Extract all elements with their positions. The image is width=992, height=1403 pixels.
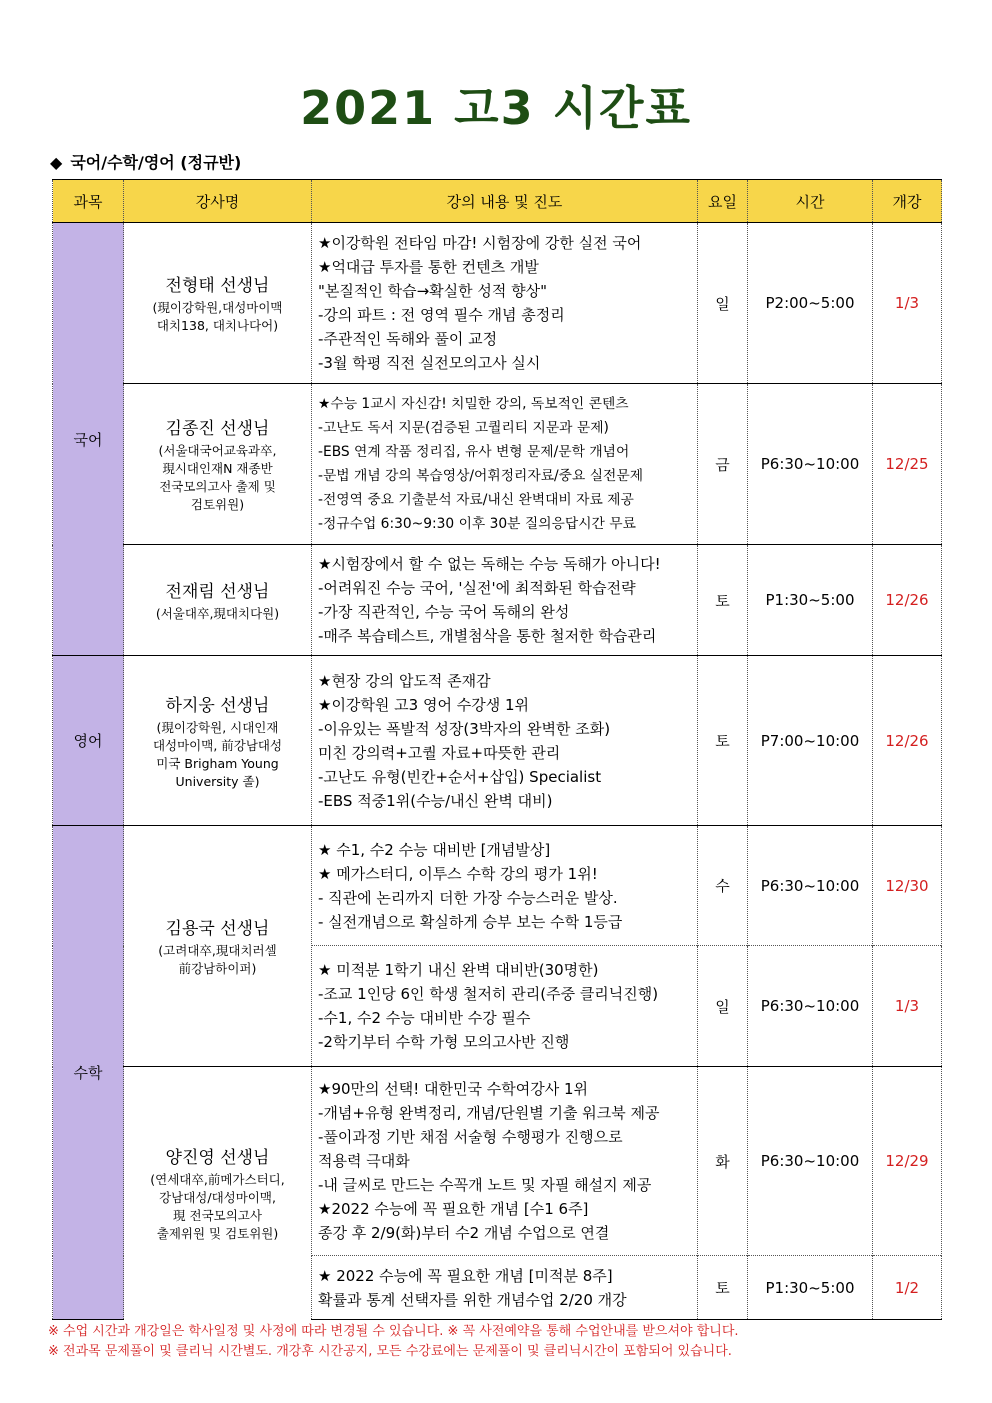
content-line: -강의 파트 : 전 영역 필수 개념 총정리: [318, 306, 565, 324]
content-line: -수1, 수2 수능 대비반 수강 필수: [318, 1009, 531, 1027]
section-label: 국어/수학/영어 (정규반): [70, 153, 242, 172]
desc-line: University 졸): [175, 773, 260, 789]
content-line: -조교 1인당 6인 학생 철저히 관리(주중 클리닉진행): [318, 985, 659, 1003]
header-teacher: 강사명: [124, 180, 312, 223]
teacher-name: 전재림 선생님: [165, 582, 270, 602]
content-line: -문법 개념 강의 복습영상/어휘정리자료/중요 실전문제: [318, 468, 644, 484]
timetable: [52, 179, 942, 1320]
content-line: ★억대급 투자를 통한 컨텐츠 개발: [318, 258, 539, 276]
footnote: ※ 수업 시간과 개강일은 학사일정 및 사정에 따라 변경될 수 있습니다. ※ 꼭 사전예약을 통해 수업안내를 받으셔야 합니다.: [48, 1324, 739, 1339]
content-cell: [312, 1067, 698, 1256]
subject-english: 영어: [53, 656, 124, 826]
teacher-name: 양진영 선생님: [165, 1148, 270, 1169]
desc-line: (現이강학원,대성마이맥: [152, 300, 283, 315]
page-title: 2021 고3 시간표: [300, 81, 692, 135]
teacher-cell: [124, 223, 312, 384]
header-subject: 과목: [53, 180, 124, 223]
open-date-cell: 12/30: [873, 826, 942, 946]
open-date-cell: 1/3: [873, 946, 942, 1067]
open-date-cell: 12/25: [873, 384, 942, 545]
time-cell: P6:30~10:00: [748, 946, 873, 1067]
content-line: -가장 직관적인, 수능 국어 독해의 완성: [318, 603, 570, 621]
header-open: 개강: [873, 180, 942, 223]
desc-line: (서울대卒,現대치다원): [155, 606, 280, 621]
content-line: -3월 학평 직전 실전모의고사 실시: [318, 354, 541, 372]
content-line: -어려워진 수능 국어, '실전'에 최적화된 학습전략: [318, 579, 636, 597]
content-line: -풀이과정 기반 채점 서술형 수행평가 진행으로: [318, 1128, 623, 1146]
open-date-cell: 12/26: [873, 656, 942, 826]
teacher-desc: [125, 1171, 310, 1243]
content-cell: [312, 223, 698, 384]
teacher-cell: [124, 1067, 312, 1320]
content-line: 적용력 극대화: [318, 1152, 410, 1170]
content-line: ★ 미적분 1학기 내신 완벽 대비반(30명한): [318, 961, 599, 979]
desc-line: 검토위원): [190, 497, 245, 512]
time-cell: P6:30~10:00: [748, 384, 873, 545]
table-row: [53, 545, 942, 656]
time-cell: P2:00~5:00: [748, 223, 873, 384]
day-cell: 일: [698, 223, 748, 384]
open-date-cell: 1/2: [873, 1256, 942, 1320]
table-row: [53, 826, 942, 946]
table-row: [53, 223, 942, 384]
teacher-cell: [124, 384, 312, 545]
content-line: -고난도 유형(빈칸+순서+삽입) Specialist: [318, 767, 602, 786]
time-cell: P6:30~10:00: [748, 1067, 873, 1256]
open-date-cell: 12/29: [873, 1067, 942, 1256]
content-line: -EBS 적중1위(수능/내신 완벽 대비): [318, 791, 553, 810]
time-cell: P7:00~10:00: [748, 656, 873, 826]
teacher-name: 하지웅 선생님: [165, 695, 270, 716]
open-date-cell: 12/26: [873, 545, 942, 656]
header-row: [53, 180, 942, 223]
teacher-desc: [125, 719, 310, 791]
content-line: ★ 2022 수능에 꼭 필요한 개념 [미적분 8주]: [318, 1266, 613, 1285]
desc-line: 前강남하이퍼): [178, 961, 257, 976]
desc-line: 現시대인재N 재종반: [162, 461, 273, 476]
open-date-cell: 1/3: [873, 223, 942, 384]
content-line: ★이강학원 전타임 마감! 시험장에 강한 실전 국어: [318, 234, 642, 252]
content-line: - 직관에 논리까지 더한 가장 수능스러운 발상.: [318, 888, 618, 907]
table-row: [53, 1067, 942, 1256]
desc-line: 전국모의고사 출제 및: [159, 479, 276, 494]
time-cell: P1:30~5:00: [748, 545, 873, 656]
content-line: ★2022 수능에 꼭 필요한 개념 [수1 6주]: [318, 1200, 589, 1218]
subject-korean: 국어: [53, 223, 124, 656]
teacher-cell: [124, 656, 312, 826]
content-line: ★수능 1교시 자신감! 치밀한 강의, 독보적인 콘텐츠: [318, 396, 629, 412]
content-line: 미친 강의력+고퀄 자료+따뜻한 관리: [318, 743, 561, 762]
time-cell: P1:30~5:00: [748, 1256, 873, 1320]
content-line: ★90만의 선택! 대한민국 수학여강사 1위: [318, 1080, 589, 1098]
header-day: 요일: [698, 180, 748, 223]
desc-line: 출제위원 및 검토위원): [156, 1226, 279, 1242]
teacher-name: 김용국 선생님: [165, 919, 270, 939]
day-cell: 금: [698, 384, 748, 545]
content-line: ★현장 강의 압도적 존재감: [318, 671, 491, 690]
desc-line: (現이강학원, 시대인재: [156, 719, 279, 735]
desc-line: 미국 Brigham Young: [156, 755, 279, 771]
day-cell: 일: [698, 946, 748, 1067]
teacher-cell: [124, 545, 312, 656]
teacher-desc: [125, 605, 310, 623]
content-line: -전영역 중요 기출분석 자료/내신 완벽대비 자료 제공: [318, 492, 634, 508]
desc-line: (서울대국어교육과卒,: [158, 443, 277, 458]
content-line: ★ 메가스터디, 이투스 수학 강의 평가 1위!: [318, 864, 598, 883]
header-time: 시간: [748, 180, 873, 223]
day-cell: 토: [698, 1256, 748, 1320]
content-line: -정규수업 6:30~9:30 이후 30분 질의응답시간 무료: [318, 516, 636, 532]
content-line: -이유있는 폭발적 성장(3박자의 완벽한 조화): [318, 719, 611, 738]
table-row: [53, 656, 942, 826]
header-content: 강의 내용 및 진도: [312, 180, 698, 223]
desc-line: 現 전국모의고사: [173, 1208, 262, 1224]
content-line: ★ 수1, 수2 수능 대비반 [개념발상]: [318, 840, 551, 859]
content-line: 확률과 통계 선택자를 위한 개념수업 2/20 개강: [318, 1290, 627, 1309]
content-line: "본질적인 학습→확실한 성적 향상": [318, 282, 548, 300]
content-line: -2학기부터 수학 가형 모의고사반 진행: [318, 1033, 570, 1051]
content-line: -주관적인 독해와 풀이 교정: [318, 330, 498, 348]
teacher-cell: [124, 826, 312, 1067]
content-line: ★이강학원 고3 영어 수강생 1위: [318, 695, 529, 714]
teacher-desc: [125, 942, 310, 978]
diamond-bullet-icon: ◆: [50, 153, 63, 172]
desc-line: (연세대卒,前메가스터디,: [150, 1172, 285, 1188]
content-line: -고난도 독서 지문(검증된 고퀄리티 지문과 문제): [318, 420, 609, 436]
content-cell: [312, 1256, 698, 1320]
content-line: ★시험장에서 할 수 없는 독해는 수능 독해가 아니다!: [318, 555, 661, 573]
teacher-desc: [125, 442, 310, 514]
day-cell: 토: [698, 656, 748, 826]
footnotes: [48, 1322, 739, 1362]
content-cell: [312, 545, 698, 656]
content-cell: [312, 656, 698, 826]
content-line: -내 글씨로 만드는 수꼭개 노트 및 자필 해설지 제공: [318, 1176, 652, 1194]
desc-line: 강남대성/대성마이맥,: [159, 1190, 276, 1206]
content-line: -매주 복습테스트, 개별첨삭을 통한 철저한 학습관리: [318, 627, 657, 645]
content-cell: [312, 384, 698, 545]
content-cell: [312, 826, 698, 946]
day-cell: 수: [698, 826, 748, 946]
content-line: - 실전개념으로 확실하게 승부 보는 수학 1등급: [318, 912, 623, 931]
desc-line: (고려대卒,現대치러셀: [158, 943, 277, 958]
content-line: -개념+유형 완벽정리, 개념/단원별 기출 워크북 제공: [318, 1104, 660, 1122]
day-cell: 화: [698, 1067, 748, 1256]
section-heading: [50, 150, 241, 173]
day-cell: 토: [698, 545, 748, 656]
content-line: -EBS 연계 작품 정리집, 유사 변형 문제/문학 개념어: [318, 444, 630, 460]
footnote: ※ 전과목 문제풀이 및 클리닉 시간별도. 개강후 시간공지, 모든 수강료에는 문제풀이 및 클리닉시간이 포함되어 있습니다.: [48, 1344, 732, 1359]
teacher-name: 전형태 선생님: [165, 276, 270, 296]
time-cell: P6:30~10:00: [748, 826, 873, 946]
table-row: [53, 384, 942, 545]
teacher-desc: [125, 299, 310, 335]
desc-line: 대치138, 대치나다어): [156, 318, 279, 333]
teacher-name: 김종진 선생님: [165, 419, 270, 439]
desc-line: 대성마이맥, 前강남대성: [152, 737, 283, 753]
subject-math: 수학: [53, 826, 124, 1320]
content-line: 종강 후 2/9(화)부터 수2 개념 수업으로 연결: [318, 1224, 610, 1242]
content-cell: [312, 946, 698, 1067]
